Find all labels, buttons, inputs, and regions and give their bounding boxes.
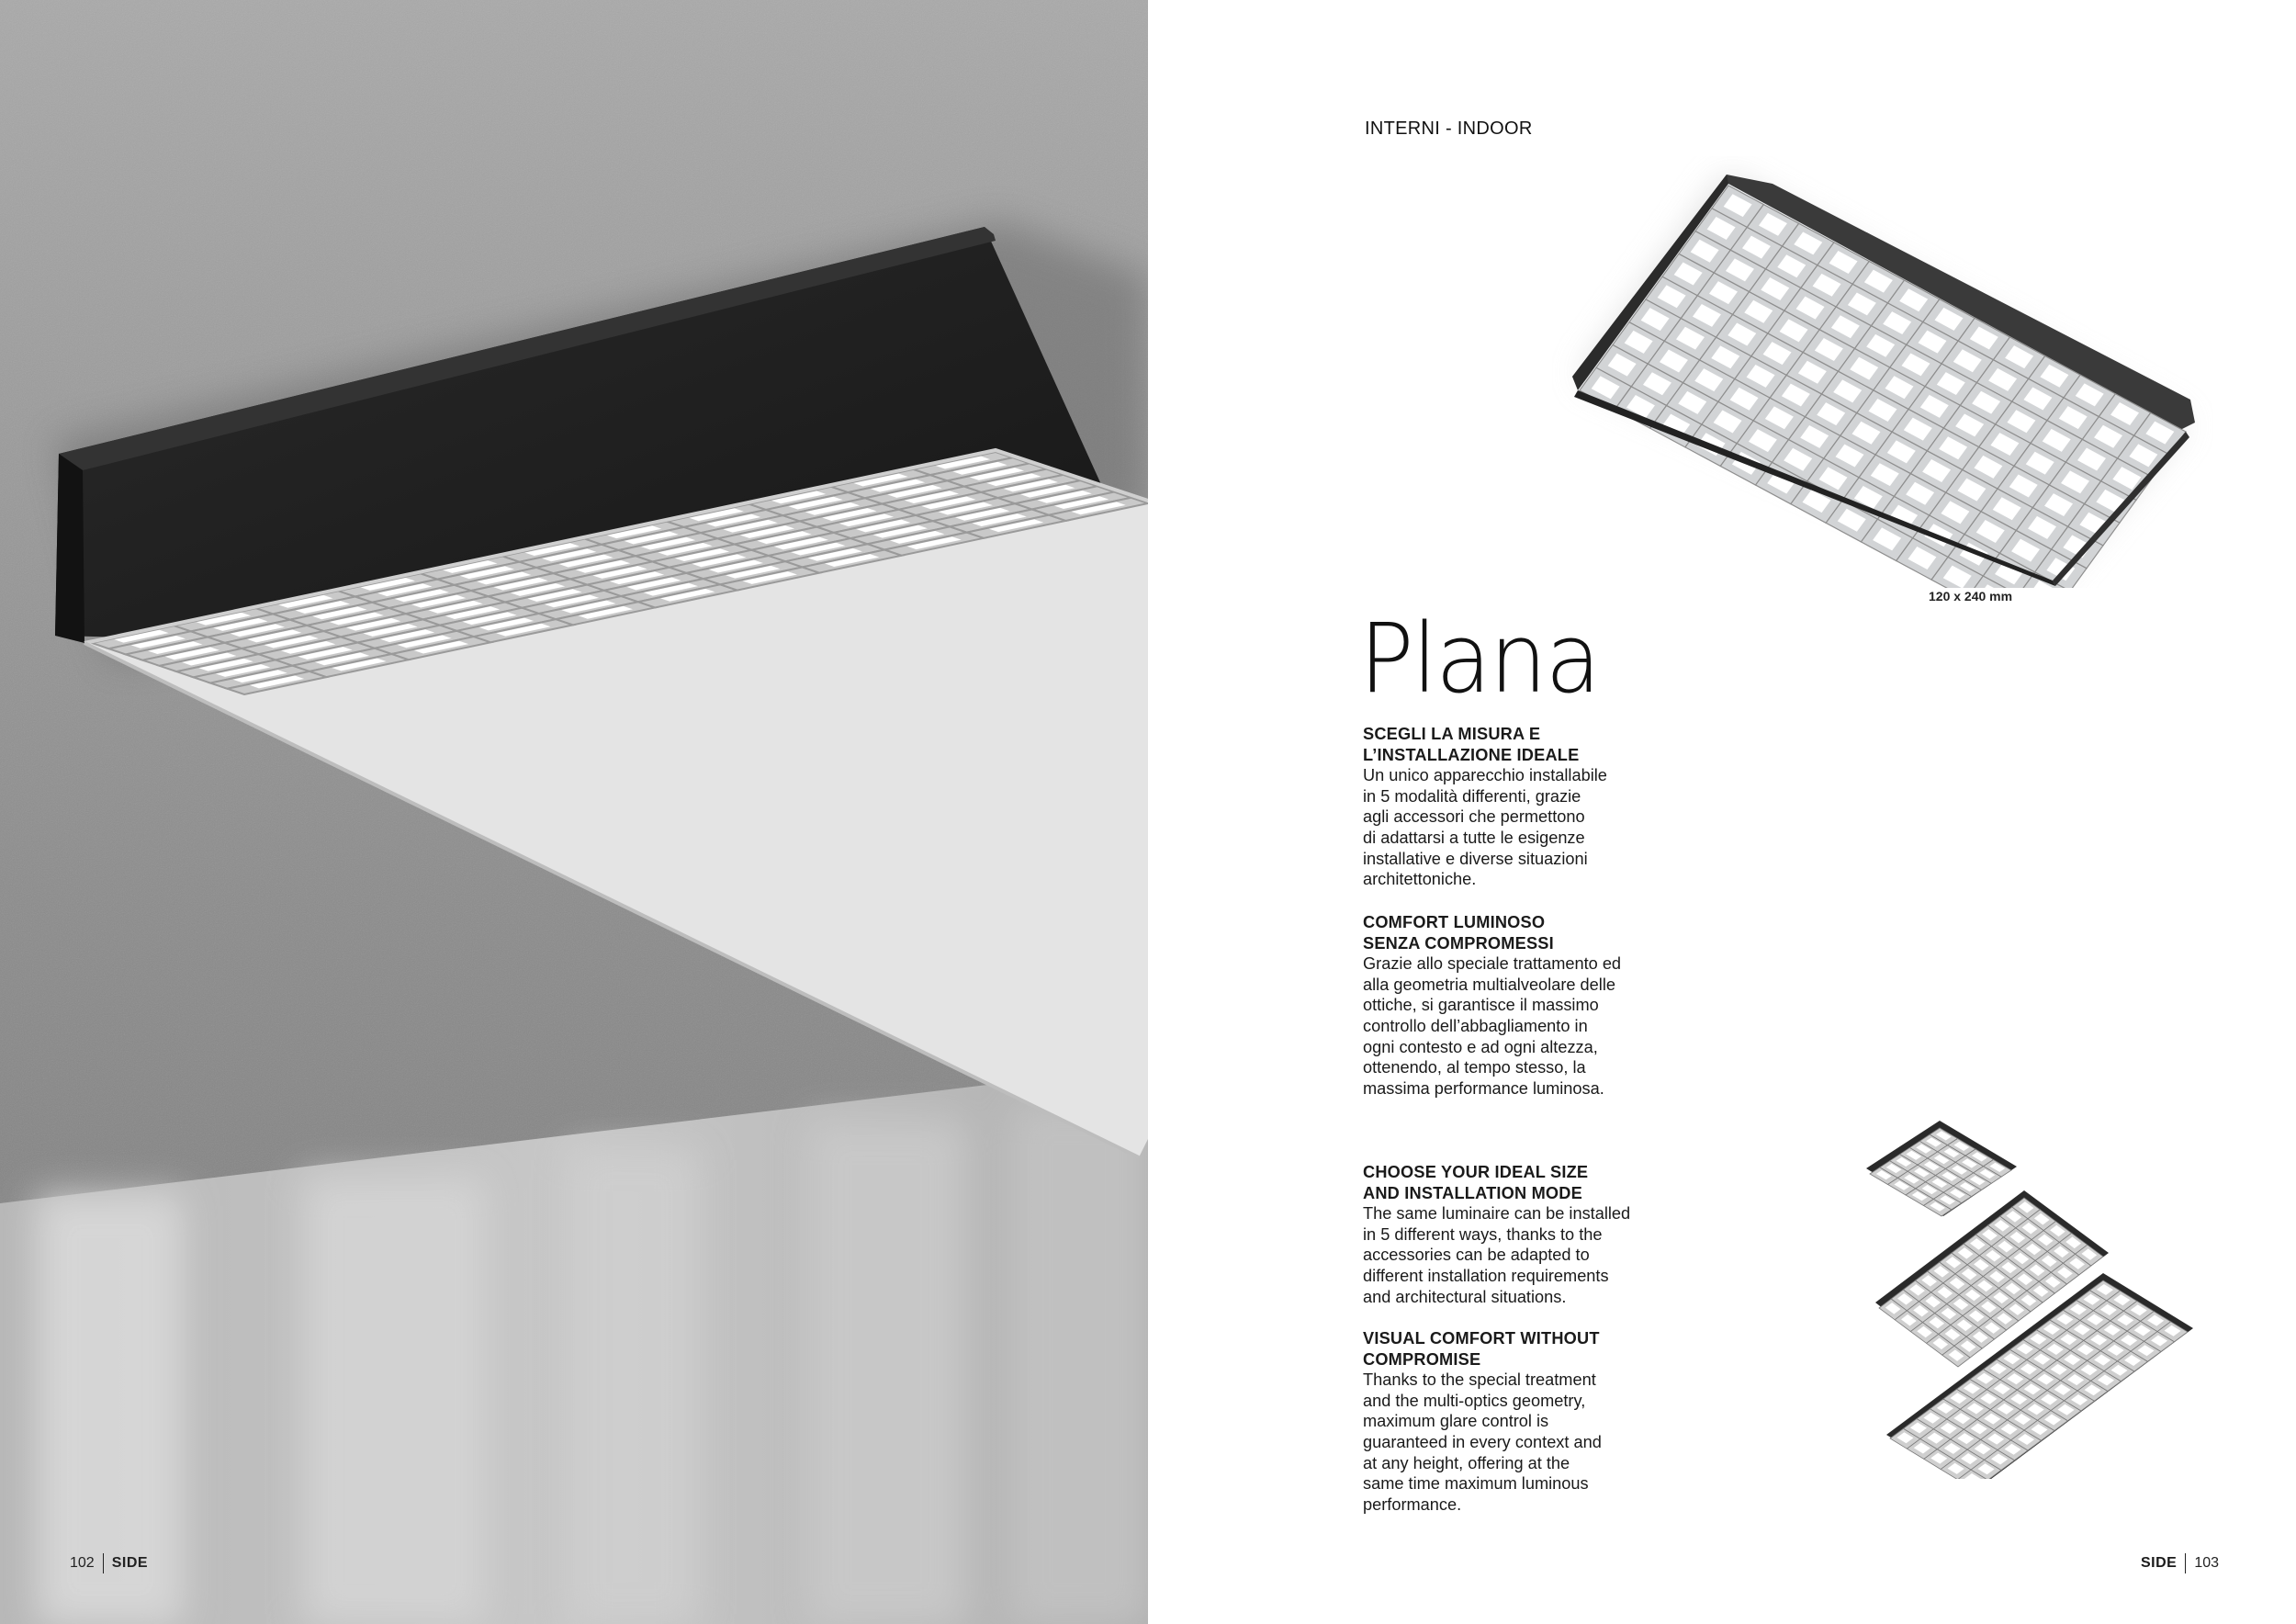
body-line: same time maximum luminous [1363, 1474, 1589, 1494]
block-body [1363, 1203, 1694, 1307]
text-block-it-comfort [1363, 912, 1694, 1099]
body-line: guaranteed in every context and [1363, 1432, 1602, 1451]
block-body [1363, 953, 1694, 1099]
divider [103, 1553, 104, 1573]
body-line: massima performance luminosa. [1363, 1078, 1604, 1098]
body-line: Thanks to the special treatment [1363, 1370, 1596, 1390]
block-heading [1363, 1328, 1694, 1370]
body-line: performance. [1363, 1494, 1462, 1514]
text-block-en-size [1363, 1162, 1694, 1307]
body-line: and architectural situations. [1363, 1287, 1567, 1306]
page-footer-right [2141, 1552, 2219, 1574]
block-body [1363, 765, 1694, 890]
body-line: Un unico apparecchio installabile [1363, 766, 1607, 785]
body-line: in 5 modalità differenti, grazie [1363, 786, 1581, 806]
heading-line: SENZA COMPROMESSI [1363, 933, 1554, 953]
body-line: ottiche, si garantisce il massimo [1363, 996, 1599, 1015]
brand-name: SIDE [111, 1555, 149, 1571]
variant-small-render [1866, 1121, 2017, 1216]
brand-name: SIDE [2141, 1555, 2178, 1571]
page-footer-left [70, 1552, 148, 1574]
block-heading [1363, 724, 1694, 765]
page-number: 102 [70, 1555, 95, 1571]
product-render-variants [1855, 1111, 2204, 1479]
body-line: agli accessori che permettono [1363, 807, 1585, 827]
block-body [1363, 1370, 1694, 1515]
dimension-caption: 120 x 240 mm [1929, 589, 2013, 603]
section-label: INTERNI - INDOOR [1365, 118, 1533, 139]
body-line: The same luminaire can be installed [1363, 1204, 1631, 1224]
body-line: and the multi-optics geometry, [1363, 1391, 1586, 1410]
body-line: architettoniche. [1363, 870, 1477, 889]
heading-line: CHOOSE YOUR IDEAL SIZE [1363, 1163, 1589, 1181]
product-render-main [1552, 156, 2213, 588]
body-line: alla geometria multialveolare delle [1363, 975, 1615, 994]
body-line: accessories can be adapted to [1363, 1246, 1590, 1265]
heading-line: L’INSTALLAZIONE IDEALE [1363, 745, 1580, 764]
body-line: at any height, offering at the [1363, 1453, 1570, 1472]
body-line: ogni contesto e ad ogni altezza, [1363, 1037, 1598, 1056]
divider [2185, 1553, 2186, 1573]
product-title: Plana [1359, 603, 1600, 715]
body-line: different installation requirements [1363, 1266, 1609, 1285]
page-number: 103 [2194, 1555, 2220, 1571]
body-line: ottenendo, al tempo stesso, la [1363, 1058, 1586, 1077]
body-line: Grazie allo speciale trattamento ed [1363, 954, 1622, 974]
body-line: di adattarsi a tutte le esigenze [1363, 828, 1585, 847]
body-line: maximum glare control is [1363, 1412, 1549, 1431]
block-heading [1363, 912, 1694, 953]
heading-line: VISUAL COMFORT WITHOUT [1363, 1329, 1600, 1348]
heading-line: COMPROMISE [1363, 1349, 1481, 1369]
heading-line: COMFORT LUMINOSO [1363, 913, 1546, 931]
heading-line: AND INSTALLATION MODE [1363, 1183, 1582, 1202]
heading-line: SCEGLI LA MISURA E [1363, 725, 1541, 743]
body-line: installative e diverse situazioni [1363, 849, 1588, 868]
block-heading [1363, 1162, 1694, 1203]
body-line: in 5 different ways, thanks to the [1363, 1224, 1603, 1244]
text-block-en-comfort [1363, 1328, 1694, 1515]
body-line: controllo dell’abbagliamento in [1363, 1016, 1588, 1035]
text-block-it-size [1363, 724, 1694, 890]
